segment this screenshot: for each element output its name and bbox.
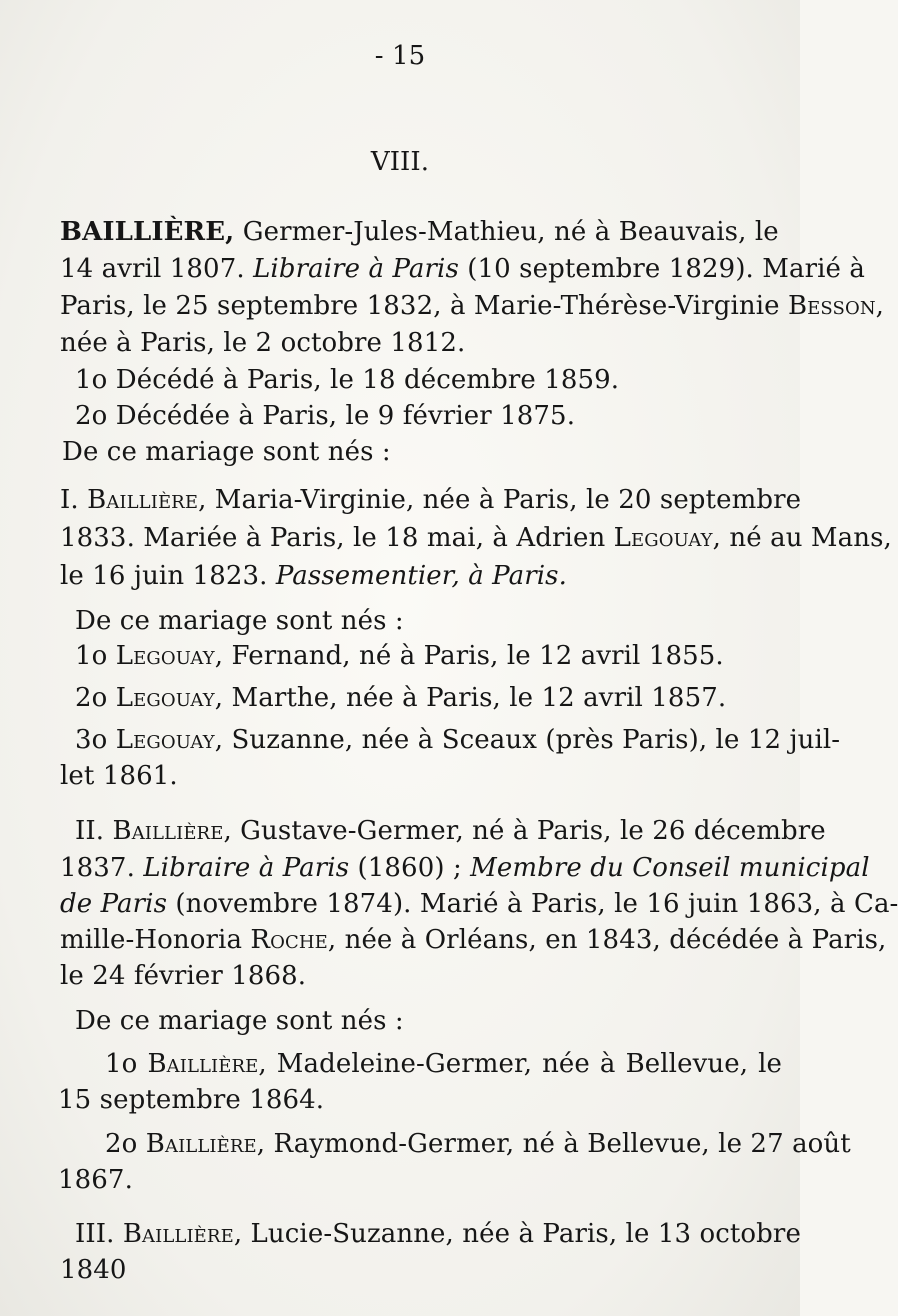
text-run: 1837. — [60, 853, 144, 883]
text-run: le 16 juin 1823. — [60, 561, 276, 591]
text-run: 2o — [105, 1129, 146, 1159]
page-number: - 15 — [374, 41, 426, 71]
text-run: Baillière — [145, 1129, 257, 1159]
text-run: , Gustave-Germer, né à Paris, le 26 décembre — [223, 816, 826, 846]
text-run: BAILLIÈRE, — [60, 217, 235, 247]
text-run: III. — [75, 1219, 123, 1249]
text-run: 3o — [75, 725, 116, 755]
text-run: de Paris — [60, 889, 168, 919]
text-run: , Fernand, né à Paris, le 12 avril 1855. — [214, 641, 724, 671]
text-run: 1o — [105, 1049, 148, 1079]
text-run: Paris, le 25 septembre 1832, à Marie-Thérèse-Virginie — [60, 291, 788, 321]
text-line — [60, 253, 866, 285]
text-line — [60, 560, 567, 592]
text-run: I. — [60, 485, 88, 515]
text-line — [58, 1084, 324, 1116]
text-run: (1860) ; — [349, 853, 471, 883]
text-line — [75, 682, 726, 714]
text-line — [75, 400, 575, 432]
text-line — [75, 1218, 801, 1250]
text-line — [105, 1128, 851, 1160]
text-line — [60, 760, 178, 792]
text-line — [60, 852, 870, 884]
text-run: De ce mariage sont nés : — [75, 606, 404, 636]
text-run: Baillière — [147, 1049, 259, 1079]
text-run: Baillière — [122, 1219, 234, 1249]
text-line — [60, 888, 898, 920]
text-line — [75, 364, 619, 396]
text-run: let 1861. — [60, 761, 178, 791]
text-line — [60, 960, 306, 992]
text-run: Legouay — [115, 683, 215, 713]
text-line — [60, 290, 885, 322]
text-line — [60, 924, 887, 956]
text-line — [75, 640, 724, 672]
text-run: 2o Décédée à Paris, le 9 février 1875. — [75, 401, 576, 431]
text-line — [60, 327, 465, 359]
text-run: De ce mariage sont nés : — [62, 437, 391, 467]
text-run: 1o — [75, 641, 116, 671]
text-run: 14 avril 1807. — [60, 254, 254, 284]
text-run: (10 septembre 1829). Marié à — [458, 254, 866, 284]
text-run: Libraire à Paris — [143, 853, 350, 883]
text-line — [60, 216, 779, 248]
text-line — [60, 1254, 127, 1286]
text-run: , Suzanne, née à Sceaux (près Paris), le 12 juil- — [214, 725, 841, 755]
text-run: 1840 — [60, 1255, 127, 1285]
text-run: mille-Honoria — [60, 925, 251, 955]
text-run: Baillière — [112, 816, 224, 846]
text-line — [58, 1164, 133, 1196]
text-run: née à Paris, le 2 octobre 1812. — [60, 328, 466, 358]
text-run: Legouay — [613, 523, 713, 553]
text-run: , née à Orléans, en 1843, décédée à Paris, — [327, 925, 887, 955]
text-line — [60, 484, 802, 516]
text-run: , — [875, 291, 885, 321]
section-title: VIII. — [370, 147, 430, 177]
text-run: Germer-Jules-Mathieu, né à Beauvais, le — [234, 217, 779, 247]
text-run: 2o — [75, 683, 116, 713]
text-run: (novembre 1874). Marié à Paris, le 16 juin 1863, à Ca- — [167, 889, 898, 919]
text-run: le 24 février 1868. — [60, 961, 307, 991]
text-line — [62, 436, 391, 468]
text-run: , né au Mans, — [712, 523, 892, 553]
text-run: , Lucie-Suzanne, née à Paris, le 13 octobre — [233, 1219, 801, 1249]
text-run: Membre du Conseil municipal — [470, 853, 870, 883]
text-run: 1867. — [58, 1165, 133, 1195]
text-run: II. — [75, 816, 113, 846]
text-run: Legouay — [115, 641, 215, 671]
text-line — [75, 605, 404, 637]
text-run: Baillière — [87, 485, 199, 515]
text-line — [75, 815, 826, 847]
text-run: Passementier, à Paris. — [275, 561, 567, 591]
text-line — [60, 522, 892, 554]
text-line — [75, 724, 841, 756]
text-run: 15 septembre 1864. — [58, 1085, 325, 1115]
text-run: 1o Décédé à Paris, le 18 décembre 1859. — [75, 365, 620, 395]
text-run: , Maria-Virginie, née à Paris, le 20 septembre — [198, 485, 802, 515]
text-run: De ce mariage sont nés : — [75, 1006, 404, 1036]
text-run: , Madeleine-Germer, née à Bellevue, le — [258, 1049, 782, 1079]
text-line — [75, 1005, 404, 1037]
text-run: , Marthe, née à Paris, le 12 avril 1857. — [214, 683, 727, 713]
text-run: Roche — [250, 925, 328, 955]
text-run: 1833. Mariée à Paris, le 18 mai, à Adrien — [60, 523, 614, 553]
text-run: Besson — [787, 291, 876, 321]
text-run: , Raymond-Germer, né à Bellevue, le 27 août — [256, 1129, 851, 1159]
text-line — [105, 1048, 782, 1080]
text-run: Legouay — [115, 725, 215, 755]
text-run: Libraire à Paris — [253, 254, 459, 284]
